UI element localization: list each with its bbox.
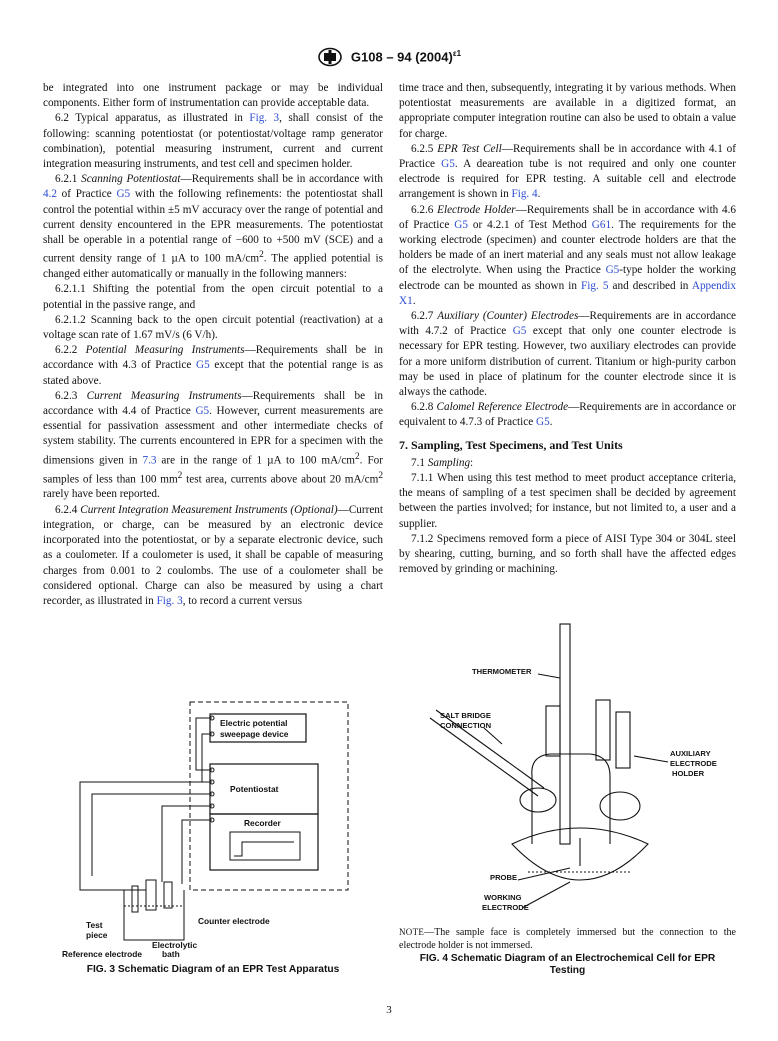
italic-term: Auxiliary (Counter) Electrodes [437,310,579,323]
italic-term: Current Integration Measurement Instruments (Optional) [80,503,338,516]
text-run: -type holder the working electrode can be mounted as shown in [399,264,736,292]
text-run: —Requirements shall be in accordance with 4.6 of Practice [399,203,736,231]
page-header [0,46,778,68]
text-run: —Requirements shall be in accordance with 4.4 of Practice [43,389,384,417]
text-run: . The requirements for the working electrode (specimen) and counter electrode holders are that the holders be made of an inert material and any seals must not allow leakage of the electrolyte. When using the Practice [399,218,736,277]
cross-reference-link[interactable]: G5 [116,188,131,201]
text-run: —Requirements shall be in accordance with [180,173,383,186]
paragraph [399,456,736,471]
text-run: test area, currents above about 20 mA/cm [182,473,379,486]
cross-reference-link[interactable]: G5 [605,264,620,277]
cross-reference-link[interactable]: Fig. 3 [156,594,183,607]
cross-reference-link[interactable]: G5 [454,218,468,231]
svg-text:piece: piece [86,930,108,940]
paragraph [43,343,383,389]
section-heading [399,438,736,453]
text-run: —Requirements are in accordance or equivalent to 4.7.3 of Practice [399,401,736,429]
text-run: be integrated into one instrument package or may be individual components. Either form of instrumentation can provide acceptable data. [43,82,383,110]
svg-text:Potentiostat: Potentiostat [230,784,279,794]
text-run: , to record a current versus [182,594,302,607]
cross-reference-link[interactable]: 4.2 [43,188,57,201]
paragraph [399,400,736,430]
text-run: 6.2.6 [411,203,438,216]
right-text-column [399,81,736,578]
cross-reference-link[interactable]: G5 [441,158,455,171]
paragraph [399,81,736,142]
text-run: except that the potential range is as stated above. [43,359,383,387]
text-run: . [549,416,553,429]
text-run: 6.2.3 [55,389,87,402]
cross-reference-link[interactable]: G5 [196,359,210,372]
cross-reference-link[interactable]: 7.3 [142,454,157,467]
paragraph [43,503,383,609]
page-number: 3 [386,1004,392,1016]
cross-reference-link[interactable]: G61 [591,218,612,231]
svg-text:sweepage device: sweepage device [220,729,289,739]
text-run: 6.2.5 [411,142,438,155]
paragraph [43,81,383,111]
italic-term: Potential Measuring Instruments [85,344,245,357]
text-run: 6.2.1.2 Scanning back to the open circuit potential (reactivation) at a voltage scan rate of 1.67 mV/s (6 V/h). [43,313,383,341]
paragraph [43,172,383,282]
svg-text:PROBE: PROBE [490,873,518,882]
svg-text:Recorder: Recorder [244,818,281,828]
text-run: , shall consist of the following: scanning potentiostat (or potentiostat/voltage ramp generator combination), potential measuring instrument, current and current integration measuring instruments, and test cell and specimen holder. [43,112,383,171]
text-run: are in the range of 1 µA to 100 mA/cm [156,454,355,467]
svg-text:Electric potential: Electric potential [220,718,288,728]
text-run: . However, current measurements are essential for passivation assessment and other intermediate checks of system stability. The currents encountered in EPR for a specimen with the dimensions given in [43,405,383,467]
cross-reference-link[interactable]: Appendix X1 [399,279,736,307]
astm-logo-icon [317,47,343,67]
text-run: —Requirements shall be in accordance with 4.3 of Practice [43,344,384,372]
svg-text:AUXILIARY: AUXILIARY [670,749,711,758]
fig4-note: NOTE—The sample face is completely immersed but the connection to the electrode holder is not immersed. [399,927,736,951]
cross-reference-link[interactable]: G5 [195,405,210,417]
text-run: . A deareation tube is not required and only one counter electrode is required for EPR testing. A suitable cell and electrode arrangement is shown in [399,158,736,201]
fig3-caption: FIG. 3 Schematic Diagram of an EPR Test Apparatus [86,964,340,975]
paragraph [43,389,383,503]
text-run: . [412,294,416,307]
fig4-cell-diagram [420,616,720,916]
text-run: 7.1.1 When using this test method to meet product acceptance criteria, the means of sampling of a test specimen shall be decided by agreement between the parties involved; for instance, but not limited to, a user and a supplier. [399,472,736,530]
text-run: except that only one counter electrode is necessary for EPR testing. However, two auxiliary electrodes can provide for a more uniform distribution of current. Titanium or high-purity carbon may be used in place of platinum for the counter electrode since it is always the cathode. [399,325,736,399]
text-run: . [537,188,541,201]
cross-reference-link[interactable]: Fig. 4 [511,188,538,201]
paragraph [43,111,383,172]
text-run: —Requirements shall be in accordance with 4.1 of Practice [399,142,736,171]
italic-term: Current Measuring Instruments [86,389,242,402]
svg-text:bath: bath [162,949,180,958]
svg-text:THERMOMETER: THERMOMETER [472,667,532,676]
text-run: 6.2.1 [55,173,82,186]
text-run: 6.2.7 [411,310,438,323]
left-text-column [43,81,383,609]
cross-reference-link[interactable]: G5 [512,325,527,338]
fig4-caption: FIG. 4 Schematic Diagram of an Electrochemical Cell for EPR Testing [419,953,716,976]
text-run: 6.2.2 [55,344,86,357]
text-run: 6.2.8 [411,401,437,414]
document-designation: G108 – 94 $(2004)^{\varepsilon 1}$ [350,49,462,65]
superscript: 2 [259,250,264,261]
superscript: 2 [177,470,183,481]
cross-reference-link[interactable]: G5 [536,416,550,429]
text-run: : [470,456,474,469]
text-run: rarely have been reported. [43,488,160,501]
text-run: 7. Sampling, Test Specimens, and Test Units [399,437,623,452]
svg-text:Counter electrode: Counter electrode [198,916,270,926]
text-run: time trace and then, subsequently, integrating it by various methods. When potentiostat measurements are available in a digitized format, an appropriate computer integration routine can also be used to obtain a value for charge. [399,82,736,140]
italic-term: EPR Test Cell [437,142,502,155]
svg-text:Test: Test [86,920,103,930]
text-run: 7.1 [411,456,428,469]
svg-text:ELECTRODE: ELECTRODE [670,759,717,768]
superscript: 2 [355,451,360,462]
svg-text:Electrolytic: Electrolytic [152,940,198,950]
fig3-apparatus-diagram [62,696,362,958]
cross-reference-link[interactable]: Fig. 5 [581,279,609,292]
superscript: 2 [378,470,383,481]
text-run: of Practice [56,188,117,201]
italic-term: Calomel Reference Electrode [436,401,569,414]
svg-text:WORKING: WORKING [484,893,522,902]
svg-text:CONNECTION: CONNECTION [440,721,492,730]
svg-text:Reference electrode: Reference electrode [62,949,143,958]
paragraph [399,309,736,400]
text-run: —Requirements are in accordance with 4.7.2 of Practice [399,310,737,338]
paragraph [43,282,383,312]
text-run: and described in [608,279,692,292]
svg-text:HOLDER: HOLDER [672,769,705,778]
paragraph [399,203,736,309]
text-run: 7.1.2 Specimens removed form a piece of AISI Type 304 or 304L steel by shearing, cutting, burning, and so forth shall have the affected edges removed by grinding or machining. [399,532,736,576]
italic-term: Electrode Holder [437,203,516,216]
svg-text:SALT BRIDGE: SALT BRIDGE [440,711,491,720]
text-run: 6.2 Typical apparatus, as illustrated in [55,112,250,125]
text-run: or 4.2.1 of Test Method [467,218,592,231]
paragraph [399,471,736,532]
text-run: 6.2.4 [55,503,81,516]
svg-text:ELECTRODE: ELECTRODE [482,903,529,912]
text-run: . The applied potential is changed either automatically or manually in the following manners: [43,252,384,281]
cross-reference-link[interactable]: Fig. 3 [249,112,280,125]
text-run: with the following refinements: the potentiostat shall control the potential within ±5 mV accuracy over the range of potential and current density encountered in the EPR measurements. The potentiostat shall be operable in a potential range of −600 to +500 mV (SCE) and a current density range of 1 µA to 100 mA/cm [43,188,383,265]
italic-term: Sampling [427,456,471,469]
paragraph [399,532,736,578]
text-run: . For samples of less than 100 mm [43,454,383,486]
text-run: —Current integration, or charge, can be measured by an electronic device incorporated into the potentiostat, or by a separate electronic device, such as a coulometer. If a coulometer is used, it shall be capable of measuring charges from 0.001 to 2 coulombs. The use of a coulometer shall be considered optional. Charge can also be measured by using a chart recorder, as illustrated in [43,503,384,607]
paragraph [43,313,383,343]
text-run: 6.2.1.1 Shifting the potential from the open circuit potential to a potential in the passive range, and [43,283,383,311]
paragraph [399,142,736,203]
italic-term: Scanning Potentiostat [81,173,181,186]
